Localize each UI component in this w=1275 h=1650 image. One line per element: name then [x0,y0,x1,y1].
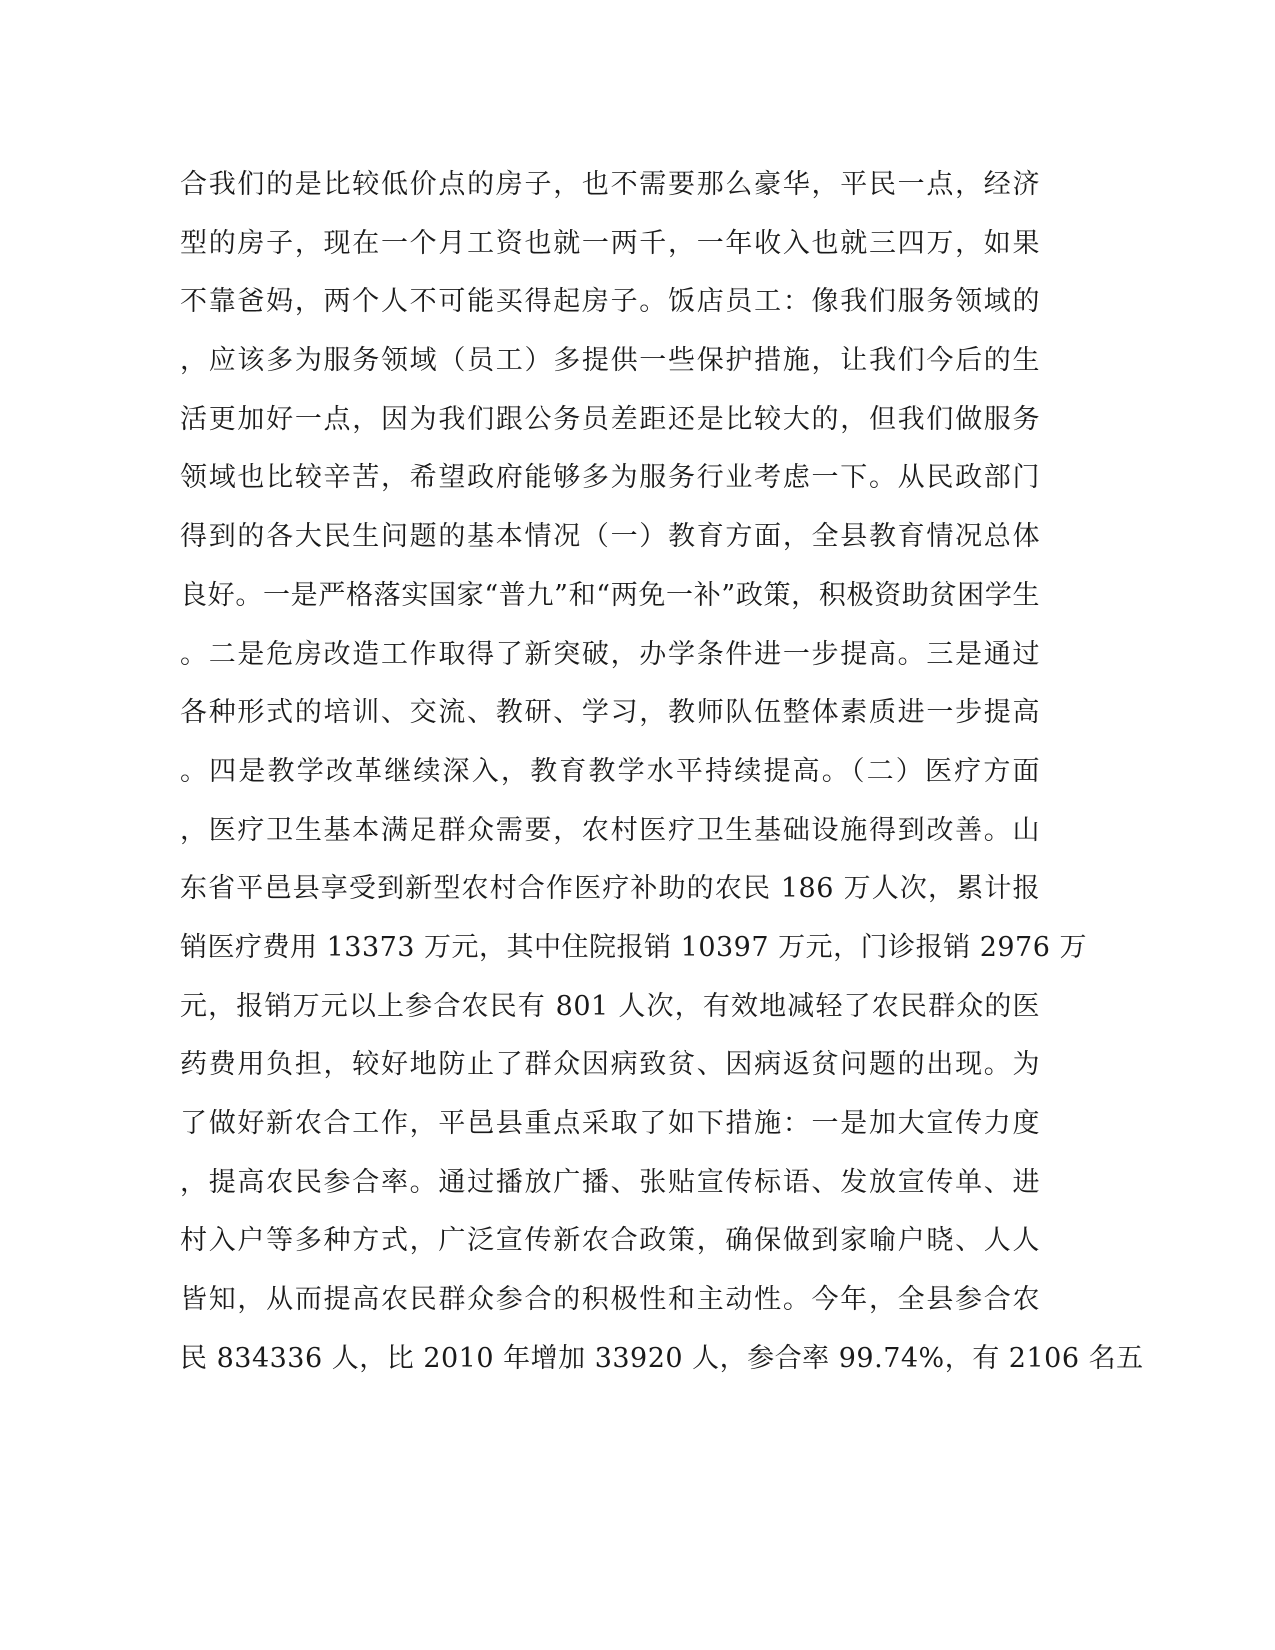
text-line: 药费用负担，较好地防止了群众因病致贫、因病返贫问题的出现。为 [180,1049,1040,1081]
body-text [180,156,1144,1388]
text-line: 。四是教学改革继续深入，教育教学水平持续提高。（二）医疗方面 [180,755,1040,787]
text-line: 活更加好一点，因为我们跟公务员差距还是比较大的，但我们做服务 [180,403,1040,435]
text-line: 型的房子，现在一个月工资也就一两千，一年收入也就三四万，如果 [180,227,1040,259]
text-line: 销医疗费用 13373 万元，其中住院报销 10397 万元，门诊报销 2976 万 [180,931,1087,963]
text-line: ，医疗卫生基本满足群众需要，农村医疗卫生基础设施得到改善。山 [180,814,1040,846]
text-line: 领域也比较辛苦，希望政府能够多为服务行业考虑一下。从民政部门 [180,462,1040,494]
text-line: 各种形式的培训、交流、教研、学习，教师队伍整体素质进一步提高 [180,697,1040,729]
text-line: ，提高农民参合率。通过播放广播、张贴宣传标语、发放宣传单、进 [180,1166,1040,1198]
text-line: 了做好新农合工作，平邑县重点采取了如下措施：一是加大宣传力度 [180,1108,1040,1139]
text-line: 良好。一是严格落实国家“普九”和“两免一补”政策，积极资助贫困学生 [180,579,1040,611]
text-line: 东省平邑县享受到新型农村合作医疗补助的农民 186 万人次，累计报 [180,873,1040,905]
text-line: 皆知，从而提高农民群众参合的积极性和主动性。今年，全县参合农 [180,1284,1040,1316]
text-line: 合我们的是比较低价点的房子，也不需要那么豪华，平民一点，经济 [180,169,1040,200]
text-line: 民 834336 人，比 2010 年增加 33920 人，参合率 99.74%，有 2106 名五 [180,1342,1144,1374]
text-line: 元，报销万元以上参合农民有 801 人次，有效地减轻了农民群众的医 [180,990,1040,1022]
text-line: 。二是危房改造工作取得了新突破，办学条件进一步提高。三是通过 [180,638,1040,670]
text-line: 不靠爸妈，两个人不可能买得起房子。饭店员工：像我们服务领域的 [180,286,1040,318]
text-line: 村入户等多种方式，广泛宣传新农合政策，确保做到家喻户晓、人人 [180,1225,1040,1257]
text-line: ，应该多为服务领域（员工）多提供一些保护措施，让我们今后的生 [180,345,1040,377]
text-line: 得到的各大民生问题的基本情况（一）教育方面，全县教育情况总体 [180,521,1040,553]
